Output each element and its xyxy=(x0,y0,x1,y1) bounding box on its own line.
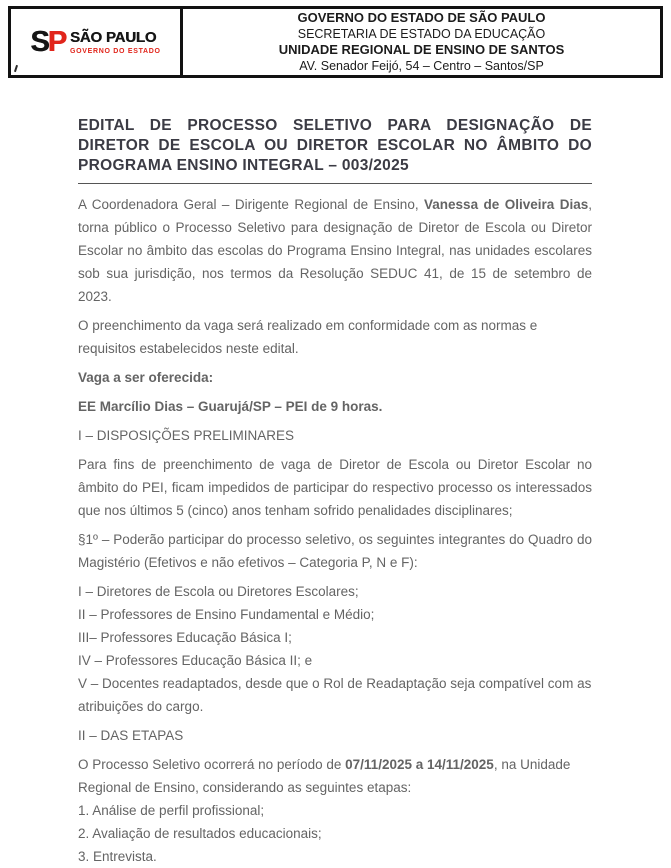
period-post: , na Unidade Regional de Ensino, considerando as seguintes etapas: xyxy=(78,757,571,795)
org-line-address: AV. Senador Feijó, 54 – Centro – Santos/SP xyxy=(299,59,544,73)
participants-item-3: III– Professores Educação Básica I; xyxy=(78,630,292,645)
etapas-step-2: 2. Avaliação de resultados educacionais; xyxy=(78,826,322,841)
intro-pre: A Coordenadora Geral – Dirigente Regional de Ensino, xyxy=(78,197,425,212)
participants-item-2: II – Professores de Ensino Fundamental e Médio; xyxy=(78,607,375,622)
document-page xyxy=(0,6,671,864)
participants-list xyxy=(78,580,592,718)
sp-logo-tagline: GOVERNO DO ESTADO xyxy=(69,47,161,55)
etapas-period-paragraph xyxy=(78,753,592,799)
letterhead-table xyxy=(8,6,663,78)
etapas-step-3: 3. Entrevista. xyxy=(78,849,157,864)
preliminares-paragraph-1: Para fins de preenchimento de vaga de Diretor de Escola ou Diretor Escolar no âmbito do PEI, ficam impedidos de participar do respectivo processo os interessados que nos últimos 5 (cinco) anos tenham sofrido penalidades disciplinares; xyxy=(78,457,592,518)
sp-logo-letter-p: P xyxy=(47,25,65,58)
letterhead-org-cell xyxy=(183,9,660,75)
etapas-step-1: 1. Análise de perfil profissional; xyxy=(78,803,265,818)
org-line-secretaria: SECRETARIA DE ESTADO DA EDUCAÇÃO xyxy=(297,27,546,41)
sp-logo-mark-icon xyxy=(30,25,65,58)
sp-logo-letter-s: S xyxy=(30,25,48,58)
participants-item-5: V – Docentes readaptados, desde que o Rol de Readaptação seja compatível com as atribuições do cargo. xyxy=(78,676,592,714)
sp-logo-name: SÃO PAULO xyxy=(69,28,157,46)
period-pre: O Processo Seletivo ocorrerá no período de xyxy=(78,757,346,772)
letterhead-logo-cell xyxy=(11,9,183,75)
vaga-label: Vaga a ser oferecida: xyxy=(78,370,214,385)
participants-item-1: I – Diretores de Escola ou Diretores Escolares; xyxy=(78,584,359,599)
period-dates: 07/11/2025 a 14/11/2025 xyxy=(345,757,494,772)
document-body xyxy=(78,116,592,868)
preliminares-paragraph-2: §1º – Poderão participar do processo seletivo, os seguintes integrantes do Quadro do Magistério (Efetivos e não efetivos – Categoria P, N e F): xyxy=(78,532,592,570)
section-heading-preliminares: I – DISPOSIÇÕES PRELIMINARES xyxy=(78,428,295,443)
preenchimento-paragraph: O preenchimento da vaga será realizado em conformidade com as normas e requisitos estabelecidos neste edital. xyxy=(78,318,538,356)
sp-logo-wordmark xyxy=(70,30,161,55)
sao-paulo-government-logo xyxy=(30,25,161,58)
edital-title: EDITAL DE PROCESSO SELETIVO PARA DESIGNAÇÃO DE DIRETOR DE ESCOLA OU DIRETOR ESCOLAR NO ÂMBITO DO PROGRAMA ENSINO INTEGRAL – 003/2025 xyxy=(78,116,592,184)
stray-scan-mark xyxy=(14,65,18,72)
section-heading-etapas: II – DAS ETAPAS xyxy=(78,728,184,743)
intro-post: , torna público o Processo Seletivo para designação de Diretor de Escola ou Diretor Escolar no âmbito das escolas do Programa Ensino Integral, nas unidades escolares sob sua jurisdição, nos termos da Resolução SEDUC 41, de 15 de setembro de 2023. xyxy=(78,197,592,304)
coordinator-name: Vanessa de Oliveira Dias xyxy=(424,197,589,212)
intro-paragraph xyxy=(78,193,592,308)
participants-item-4: IV – Professores Educação Básica II; e xyxy=(78,653,313,668)
vaga-value: EE Marcílio Dias – Guarujá/SP – PEI de 9 horas. xyxy=(78,399,383,414)
etapas-steps-list xyxy=(78,799,592,868)
org-line-unidade: UNIDADE REGIONAL DE ENSINO DE SANTOS xyxy=(278,42,565,57)
org-line-government: GOVERNO DO ESTADO DE SÃO PAULO xyxy=(297,10,546,25)
